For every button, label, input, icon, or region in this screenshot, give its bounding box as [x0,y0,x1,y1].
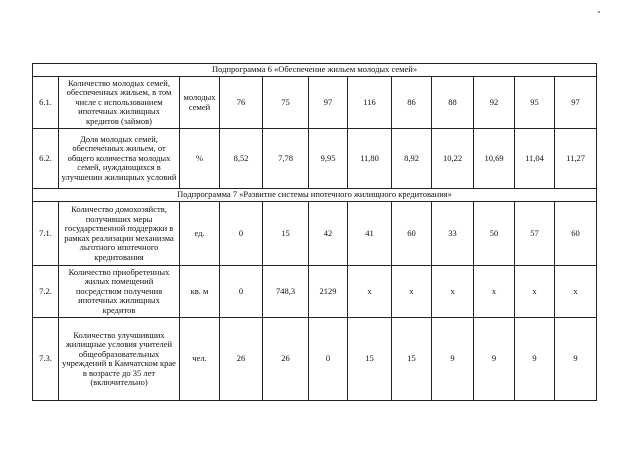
value-cell: 95 [515,77,555,129]
row-number: 7.2. [33,266,59,318]
unit-cell: молодых семей [180,77,220,129]
value-cell: 9 [432,318,474,401]
value-cell: 11,04 [515,129,555,189]
value-cell: 8,52 [220,129,263,189]
value-cell: 10,69 [474,129,515,189]
value-cell: 50 [474,202,515,266]
value-cell: х [515,266,555,318]
subprogram-7-title: Подпрограмма 7 «Развитие системы ипотечного жилищного кредитования» [33,189,597,202]
value-cell: 9 [515,318,555,401]
value-cell: 60 [392,202,432,266]
value-cell: х [432,266,474,318]
indicator-name: Количество домохозяйств, получивших меры государственной поддержки в рамках реализации механизма льготного ипотечного кредитования [59,202,180,266]
value-cell: 8,92 [392,129,432,189]
row-number: 6.1. [33,77,59,129]
value-cell: 9 [474,318,515,401]
value-cell: 9,95 [309,129,348,189]
indicator-name: Количество приобретенных жилых помещений посредством получения ипотечных жилищных кредитов [59,266,180,318]
section-header-row [33,64,597,77]
table-row [33,318,597,401]
value-cell: 33 [432,202,474,266]
scan-speck [598,11,600,13]
value-cell: х [555,266,597,318]
value-cell: 0 [220,202,263,266]
value-cell: 60 [555,202,597,266]
unit-cell: кв. м [180,266,220,318]
value-cell: 0 [309,318,348,401]
indicator-name: Количество молодых семей, обеспеченных жильем, в том числе с использованием ипотечных жилищных кредитов (займов) [59,77,180,129]
table-row [33,77,597,129]
value-cell: х [474,266,515,318]
value-cell: 42 [309,202,348,266]
value-cell: 15 [263,202,309,266]
value-cell: 75 [263,77,309,129]
value-cell: 10,22 [432,129,474,189]
value-cell: 15 [392,318,432,401]
value-cell: 0 [220,266,263,318]
indicator-name: Количество улучшивших жилищные условия учителей общеобразовательных учреждений в Камчатском крае в возрасте до 35 лет (включительно) [59,318,180,401]
row-number: 6.2. [33,129,59,189]
value-cell: 97 [309,77,348,129]
unit-cell: % [180,129,220,189]
indicator-name: Доля молодых семей, обеспеченных жильем, от общего количества молодых семей, нуждающихся в улучшении жилищных условий [59,129,180,189]
row-number: 7.3. [33,318,59,401]
value-cell: 26 [220,318,263,401]
value-cell: 11,27 [555,129,597,189]
value-cell: 2129 [309,266,348,318]
value-cell: 7,78 [263,129,309,189]
value-cell: 97 [555,77,597,129]
section-header-row [33,189,597,202]
value-cell: 86 [392,77,432,129]
unit-cell: ед. [180,202,220,266]
value-cell: 92 [474,77,515,129]
value-cell: 748,3 [263,266,309,318]
value-cell: 15 [348,318,392,401]
value-cell: х [392,266,432,318]
value-cell: 9 [555,318,597,401]
table-row [33,202,597,266]
indicators-table [32,63,597,401]
value-cell: 26 [263,318,309,401]
table-row [33,129,597,189]
value-cell: 11,80 [348,129,392,189]
row-number: 7.1. [33,202,59,266]
table-row [33,266,597,318]
value-cell: 41 [348,202,392,266]
value-cell: х [348,266,392,318]
value-cell: 116 [348,77,392,129]
value-cell: 88 [432,77,474,129]
subprogram-6-title: Подпрограмма 6 «Обеспечение жильем молодых семей» [33,64,597,77]
value-cell: 57 [515,202,555,266]
value-cell: 76 [220,77,263,129]
unit-cell: чел. [180,318,220,401]
